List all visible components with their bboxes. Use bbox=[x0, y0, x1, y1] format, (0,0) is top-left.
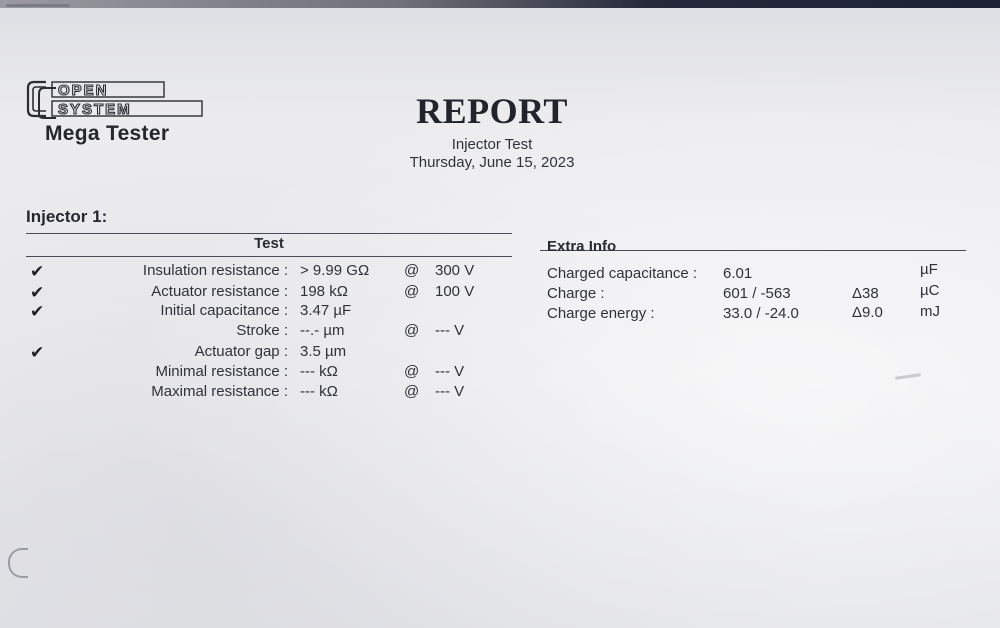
test-label: Initial capacitance : bbox=[160, 302, 288, 319]
logo-line2: SYSTEM bbox=[58, 101, 132, 118]
test-condition: --- V bbox=[435, 383, 465, 400]
test-condition: --- V bbox=[435, 363, 465, 380]
extra-delta: Δ9.0 bbox=[852, 304, 883, 321]
test-label: Stroke : bbox=[236, 322, 288, 339]
paper-smudge bbox=[895, 373, 921, 380]
test-column-header: Test bbox=[254, 235, 284, 252]
check-icon: ✔ bbox=[30, 343, 45, 362]
check-icon: ✔ bbox=[30, 283, 45, 302]
extra-row-charge-energy bbox=[0, 305, 1000, 325]
test-value: --.- µm bbox=[300, 322, 345, 339]
test-at: @ bbox=[404, 262, 420, 279]
test-condition: 300 V bbox=[435, 262, 475, 279]
extra-label: Charge : bbox=[547, 285, 605, 302]
extra-unit: µF bbox=[920, 261, 938, 278]
extra-value: 33.0 / -24.0 bbox=[723, 305, 799, 322]
test-label: Minimal resistance : bbox=[155, 363, 288, 380]
test-condition: 100 V bbox=[435, 283, 475, 300]
test-value: --- kΩ bbox=[300, 363, 338, 380]
test-at: @ bbox=[404, 283, 420, 300]
test-at: @ bbox=[404, 322, 420, 339]
extra-unit: mJ bbox=[920, 303, 940, 320]
test-label: Insulation resistance : bbox=[142, 262, 288, 279]
test-value: 3.47 µF bbox=[300, 302, 352, 319]
check-icon: ✔ bbox=[30, 262, 45, 281]
logo-line1: OPEN bbox=[58, 82, 109, 99]
test-at: @ bbox=[404, 363, 420, 380]
test-label: Actuator gap : bbox=[194, 343, 288, 360]
test-top-rule bbox=[26, 233, 512, 234]
extra-label: Charged capacitance : bbox=[547, 265, 698, 282]
extra-label: Charge energy : bbox=[547, 305, 655, 322]
test-at: @ bbox=[404, 383, 420, 400]
extra-value: 601 / -563 bbox=[723, 285, 791, 302]
product-name: Mega Tester bbox=[45, 122, 170, 145]
test-label: Maximal resistance : bbox=[151, 383, 288, 400]
test-row-minimal-resistance bbox=[0, 363, 520, 383]
report-title: REPORT bbox=[416, 91, 568, 131]
extra-unit: µC bbox=[920, 282, 940, 299]
test-row-stroke bbox=[0, 322, 520, 342]
scanner-edge bbox=[0, 0, 1000, 8]
check-icon: ✔ bbox=[30, 302, 45, 321]
paper-hole-mark bbox=[8, 548, 28, 578]
test-row-maximal-resistance bbox=[0, 383, 520, 403]
extra-info-header: Extra Info bbox=[547, 238, 617, 255]
section-title: Injector 1: bbox=[26, 207, 108, 226]
test-value: > 9.99 GΩ bbox=[300, 262, 370, 279]
test-label: Actuator resistance : bbox=[151, 283, 288, 300]
staple-mark bbox=[6, 4, 70, 7]
extra-row-charged-capacitance bbox=[0, 261, 1000, 285]
test-value: 198 kΩ bbox=[300, 283, 348, 300]
extra-delta: Δ38 bbox=[852, 285, 879, 302]
report-date: Thursday, June 15, 2023 bbox=[409, 154, 575, 171]
extra-row-charge bbox=[0, 282, 1000, 305]
test-value: --- kΩ bbox=[300, 383, 338, 400]
test-condition: --- V bbox=[435, 322, 465, 339]
report-subtitle: Injector Test bbox=[451, 136, 533, 153]
test-header-rule bbox=[26, 256, 512, 257]
test-row-actuator-gap bbox=[0, 343, 520, 363]
test-value: 3.5 µm bbox=[300, 343, 347, 360]
extra-value: 6.01 bbox=[723, 265, 753, 282]
